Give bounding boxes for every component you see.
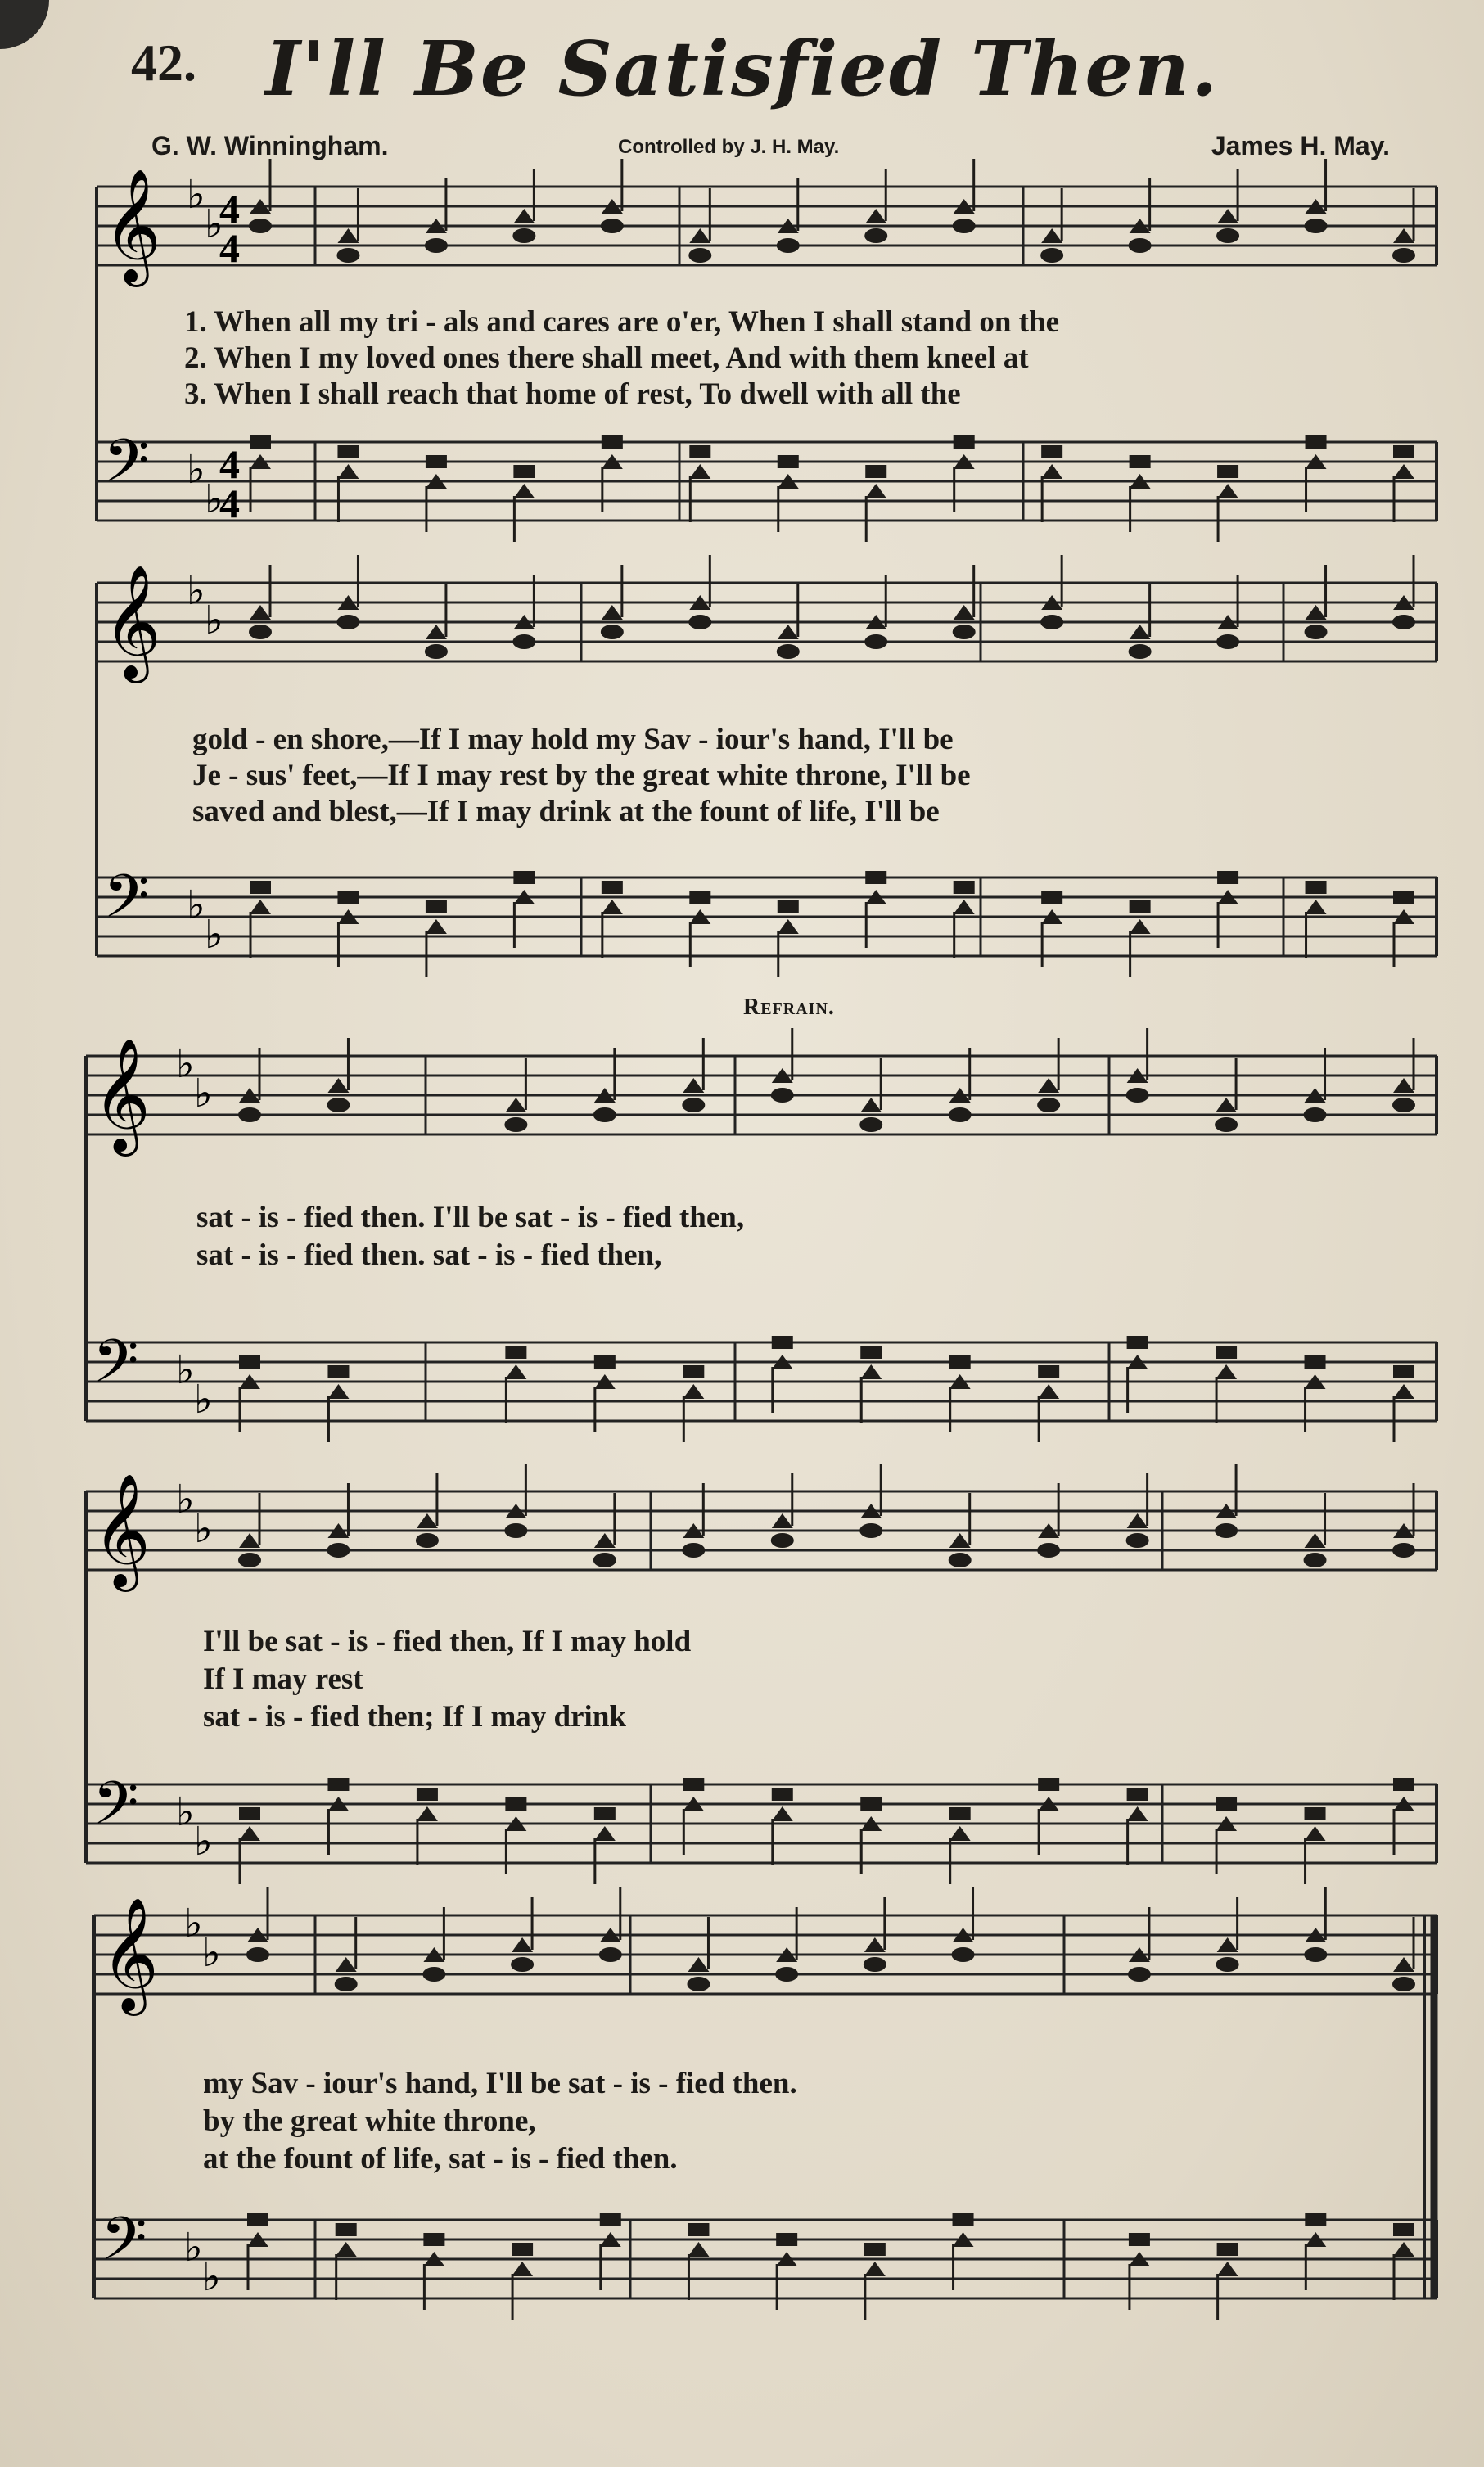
lyric-line: 2. When I my loved ones there shall meet, And with them kneel at: [184, 341, 1029, 375]
flat-icon: ♭: [194, 1819, 213, 1865]
note-head: [422, 1967, 445, 1982]
flat-icon: ♭: [176, 1789, 195, 1835]
note-head: [505, 1098, 526, 1112]
note-head: [772, 1336, 793, 1349]
note-head: [246, 1947, 269, 1962]
note-head: [602, 605, 623, 620]
flat-icon: ♭: [187, 568, 205, 614]
time-signature: 4: [219, 225, 240, 271]
note-head: [1041, 228, 1062, 243]
note-head: [860, 1797, 882, 1811]
note-head: [249, 219, 272, 233]
note-head: [336, 2223, 357, 2236]
note-head: [1037, 1098, 1060, 1112]
note-head: [327, 1098, 350, 1112]
note-head: [327, 1543, 350, 1558]
note-head: [1392, 1977, 1415, 1991]
note-head: [1215, 1117, 1238, 1132]
note-head: [683, 1365, 704, 1378]
note-head: [775, 1967, 798, 1982]
lyric-line: I'll be sat - is - fied then, If I may hold: [203, 1625, 692, 1658]
note-head: [1215, 1523, 1238, 1538]
note-head: [1305, 625, 1328, 639]
note-head: [864, 1957, 886, 1972]
note-head: [594, 1355, 616, 1369]
note-head: [1393, 2223, 1414, 2236]
copyright-credit: Controlled by J. H. May.: [618, 136, 840, 158]
flat-icon: ♭: [205, 201, 223, 247]
note-head: [511, 1957, 534, 1972]
note-head: [1127, 1513, 1148, 1528]
note-head: [327, 1365, 349, 1378]
flat-icon: ♭: [194, 1377, 213, 1423]
note-head: [865, 209, 886, 223]
note-head: [772, 1806, 793, 1821]
lyric-line: Je - sus' feet,—If I may rest by the great white throne, I'll be: [192, 759, 971, 792]
flat-icon: ♭: [184, 1901, 203, 1946]
note-head: [1304, 1107, 1327, 1122]
note-head: [1130, 919, 1151, 934]
note-head: [952, 1947, 975, 1962]
note-head: [602, 881, 623, 894]
note-head: [327, 1778, 349, 1791]
note-head: [425, 644, 448, 659]
note-head: [1127, 1788, 1148, 1801]
flat-icon: ♭: [176, 1041, 195, 1087]
note-head: [687, 1977, 710, 1991]
note-head: [336, 1957, 357, 1972]
note-head: [327, 1384, 349, 1399]
note-head: [683, 1384, 704, 1399]
note-head: [1393, 1078, 1414, 1093]
note-head: [1041, 891, 1062, 904]
note-head: [426, 900, 447, 913]
note-head: [859, 1117, 882, 1132]
note-head: [249, 625, 272, 639]
note-head: [594, 1533, 616, 1548]
note-head: [865, 465, 886, 478]
note-head: [337, 445, 359, 458]
note-head: [250, 900, 271, 914]
note-head: [949, 1826, 971, 1841]
note-head: [1216, 1364, 1237, 1379]
note-head: [594, 1807, 616, 1820]
note-head: [1040, 248, 1063, 263]
note-head: [859, 1523, 882, 1538]
flat-icon: ♭: [202, 2254, 221, 2300]
note-head: [777, 238, 800, 253]
bass-clef-icon: 𝄢: [92, 1768, 139, 1852]
note-head: [688, 2223, 709, 2236]
time-signature: 4: [219, 186, 240, 232]
time-signature: 4: [219, 441, 240, 487]
treble-clef-icon: 𝄞: [101, 1897, 159, 2011]
flat-icon: ♭: [202, 1930, 221, 1976]
note-head: [426, 625, 447, 639]
note-head: [1130, 625, 1151, 639]
note-head: [1306, 435, 1327, 449]
note-head: [865, 871, 886, 884]
note-head: [1217, 871, 1238, 884]
note-head: [860, 1098, 882, 1112]
flat-icon: ♭: [176, 1347, 195, 1393]
note-head: [688, 615, 711, 629]
note-head: [593, 1107, 616, 1122]
note-head: [1038, 1778, 1059, 1791]
note-head: [512, 228, 535, 243]
note-head: [1126, 1088, 1149, 1103]
note-head: [772, 1788, 793, 1801]
note-head: [949, 1107, 972, 1122]
note-head: [602, 435, 623, 449]
note-head: [505, 1797, 526, 1811]
note-head: [504, 1523, 527, 1538]
note-head: [426, 455, 447, 468]
note-head: [426, 919, 447, 934]
lyric-line: sat - is - fied then. sat - is - fied then,: [196, 1238, 662, 1272]
note-head: [1217, 2243, 1238, 2256]
note-head: [689, 464, 710, 479]
note-head: [953, 625, 976, 639]
flat-icon: ♭: [205, 598, 223, 643]
note-head: [1216, 1957, 1239, 1972]
note-head: [250, 881, 271, 894]
note-head: [1129, 644, 1152, 659]
note-head: [954, 605, 975, 620]
note-head: [1393, 1778, 1414, 1791]
note-head: [417, 1513, 438, 1528]
treble-clef-icon: 𝄞: [103, 169, 161, 282]
lyric-line: at the fount of life, sat - is - fied then.: [203, 2142, 678, 2176]
note-head: [1304, 1947, 1327, 1962]
note-head: [1392, 615, 1415, 629]
note-head: [1393, 464, 1414, 479]
flat-icon: ♭: [187, 882, 205, 928]
note-head: [250, 435, 271, 449]
note-head: [600, 2213, 621, 2226]
lyric-line: 3. When I shall reach that home of rest, To dwell with all the: [184, 377, 961, 411]
lyric-line: my Sav - iour's hand, I'll be sat - is - fied then.: [203, 2067, 797, 2100]
note-head: [1217, 465, 1238, 478]
note-head: [689, 891, 710, 904]
treble-clef-icon: 𝄞: [92, 1473, 151, 1587]
composer-credit: G. W. Winningham.: [151, 131, 389, 160]
note-head: [1392, 248, 1415, 263]
note-head: [513, 465, 535, 478]
note-head: [1304, 1553, 1327, 1567]
flat-icon: ♭: [205, 912, 223, 958]
note-head: [864, 228, 887, 243]
note-head: [327, 1078, 349, 1093]
note-head: [864, 634, 887, 649]
note-head: [688, 2242, 709, 2257]
note-head: [682, 1543, 705, 1558]
note-head: [601, 219, 624, 233]
lyric-line: 1. When all my tri - als and cares are o'er, When I shall stand on the: [184, 305, 1059, 339]
note-head: [1217, 1937, 1238, 1952]
note-head: [1392, 1098, 1415, 1112]
flat-icon: ♭: [176, 1477, 195, 1522]
note-head: [771, 1088, 794, 1103]
note-head: [1216, 1098, 1237, 1112]
note-head: [337, 464, 359, 479]
note-head: [505, 1346, 526, 1359]
note-head: [1041, 464, 1062, 479]
note-head: [1393, 1384, 1414, 1399]
note-head: [949, 1807, 971, 1820]
treble-clef-icon: 𝄞: [92, 1038, 151, 1152]
note-head: [778, 625, 799, 639]
flat-icon: ♭: [194, 1071, 213, 1116]
note-head: [1129, 2233, 1150, 2246]
note-head: [1393, 445, 1414, 458]
note-head: [512, 2243, 533, 2256]
note-head: [512, 1937, 533, 1952]
note-head: [239, 1533, 260, 1548]
note-head: [864, 2243, 886, 2256]
treble-clef-icon: 𝄞: [103, 565, 161, 679]
bass-clef-icon: 𝄢: [92, 1326, 139, 1410]
flat-icon: ♭: [184, 2225, 203, 2271]
note-head: [1305, 219, 1328, 233]
note-head: [1216, 634, 1239, 649]
note-head: [949, 1533, 971, 1548]
lyric-line: by the great white throne,: [203, 2104, 536, 2138]
bass-clef-icon: 𝄢: [101, 2203, 147, 2288]
note-head: [504, 1117, 527, 1132]
note-head: [239, 1355, 260, 1369]
flat-icon: ♭: [205, 476, 223, 522]
lyric-line: sat - is - fied then. I'll be sat - is - fied then,: [196, 1201, 745, 1234]
note-head: [1393, 891, 1414, 904]
note-head: [778, 919, 799, 934]
flat-icon: ♭: [187, 447, 205, 493]
note-head: [1393, 228, 1414, 243]
note-head: [1306, 605, 1327, 620]
note-head: [771, 1533, 794, 1548]
note-head: [238, 1107, 261, 1122]
note-head: [778, 455, 799, 468]
note-head: [1127, 1806, 1148, 1821]
note-head: [1127, 1336, 1148, 1349]
note-head: [683, 1778, 704, 1791]
note-head: [1392, 1543, 1415, 1558]
note-head: [602, 900, 623, 914]
note-head: [513, 871, 535, 884]
note-head: [688, 248, 711, 263]
note-head: [599, 1947, 622, 1962]
note-head: [423, 2233, 444, 2246]
note-head: [1305, 1807, 1326, 1820]
note-head: [953, 2213, 974, 2226]
note-head: [949, 1553, 972, 1567]
flat-icon: ♭: [194, 1506, 213, 1552]
note-head: [1126, 1533, 1149, 1548]
note-head: [772, 1513, 793, 1528]
lyric-line: gold - en shore,—If I may hold my Sav - iour's hand, I'll be: [192, 723, 954, 756]
note-head: [1217, 484, 1238, 498]
note-head: [864, 2262, 886, 2276]
note-head: [682, 1098, 705, 1112]
note-head: [417, 1788, 438, 1801]
note-head: [513, 484, 535, 498]
note-head: [777, 644, 800, 659]
note-head: [601, 625, 624, 639]
note-head: [776, 2233, 797, 2246]
flat-icon: ♭: [187, 172, 205, 218]
time-signature: 4: [219, 480, 240, 526]
note-head: [1393, 1957, 1414, 1972]
note-head: [688, 1957, 709, 1972]
note-head: [1037, 1543, 1060, 1558]
hymn-title: I'll Be Satisfied Then.: [265, 25, 1219, 113]
note-head: [1305, 2213, 1326, 2226]
note-head: [865, 484, 886, 498]
note-head: [954, 435, 975, 449]
lyric-line: sat - is - fied then; If I may drink: [203, 1700, 626, 1734]
note-head: [1393, 1365, 1414, 1378]
note-head: [683, 1078, 704, 1093]
hymn-number: 42.: [131, 34, 196, 92]
note-head: [860, 1364, 882, 1379]
note-head: [513, 209, 535, 223]
note-head: [593, 1553, 616, 1567]
note-head: [1038, 1384, 1059, 1399]
note-head: [1040, 615, 1063, 629]
note-head: [1305, 1533, 1326, 1548]
note-head: [1216, 1797, 1237, 1811]
note-head: [250, 605, 271, 620]
bass-clef-icon: 𝄢: [103, 426, 150, 510]
bass-clef-icon: 𝄢: [103, 861, 150, 945]
note-head: [337, 891, 359, 904]
note-head: [953, 219, 976, 233]
note-head: [336, 615, 359, 629]
note-head: [238, 1553, 261, 1567]
note-head: [689, 445, 710, 458]
note-head: [505, 1364, 526, 1379]
note-head: [1041, 445, 1062, 458]
note-head: [1306, 881, 1327, 894]
note-head: [335, 1977, 358, 1991]
note-head: [1038, 1078, 1059, 1093]
note-head: [778, 900, 799, 913]
note-head: [1217, 209, 1238, 223]
note-head: [239, 1826, 260, 1841]
note-head: [1038, 1365, 1059, 1378]
note-head: [1306, 900, 1327, 914]
note-head: [417, 1806, 438, 1821]
note-head: [949, 1355, 971, 1369]
note-head: [1216, 228, 1239, 243]
note-head: [247, 2213, 268, 2226]
note-head: [1130, 900, 1151, 913]
note-head: [1129, 238, 1152, 253]
note-head: [336, 248, 359, 263]
note-head: [1130, 455, 1151, 468]
note-head: [512, 634, 535, 649]
note-head: [1305, 1826, 1326, 1841]
note-head: [954, 881, 975, 894]
note-head: [416, 1533, 439, 1548]
note-head: [1393, 2242, 1414, 2257]
note-head: [425, 238, 448, 253]
note-head: [337, 228, 359, 243]
note-head: [594, 1826, 616, 1841]
note-head: [336, 2242, 357, 2257]
note-head: [1305, 1355, 1326, 1369]
note-head: [864, 1937, 886, 1952]
lyric-line: saved and blest,—If I may drink at the fount of life, I'll be: [192, 795, 940, 828]
note-head: [1128, 1967, 1151, 1982]
note-head: [239, 1807, 260, 1820]
note-head: [1216, 1346, 1237, 1359]
lyric-line: If I may rest: [203, 1662, 363, 1696]
note-head: [1217, 2262, 1238, 2276]
lyricist-credit: James H. May.: [1211, 131, 1390, 160]
refrain-label: Refrain.: [743, 994, 835, 1020]
note-head: [954, 900, 975, 914]
note-head: [689, 228, 710, 243]
note-head: [512, 2262, 533, 2276]
note-head: [860, 1346, 882, 1359]
